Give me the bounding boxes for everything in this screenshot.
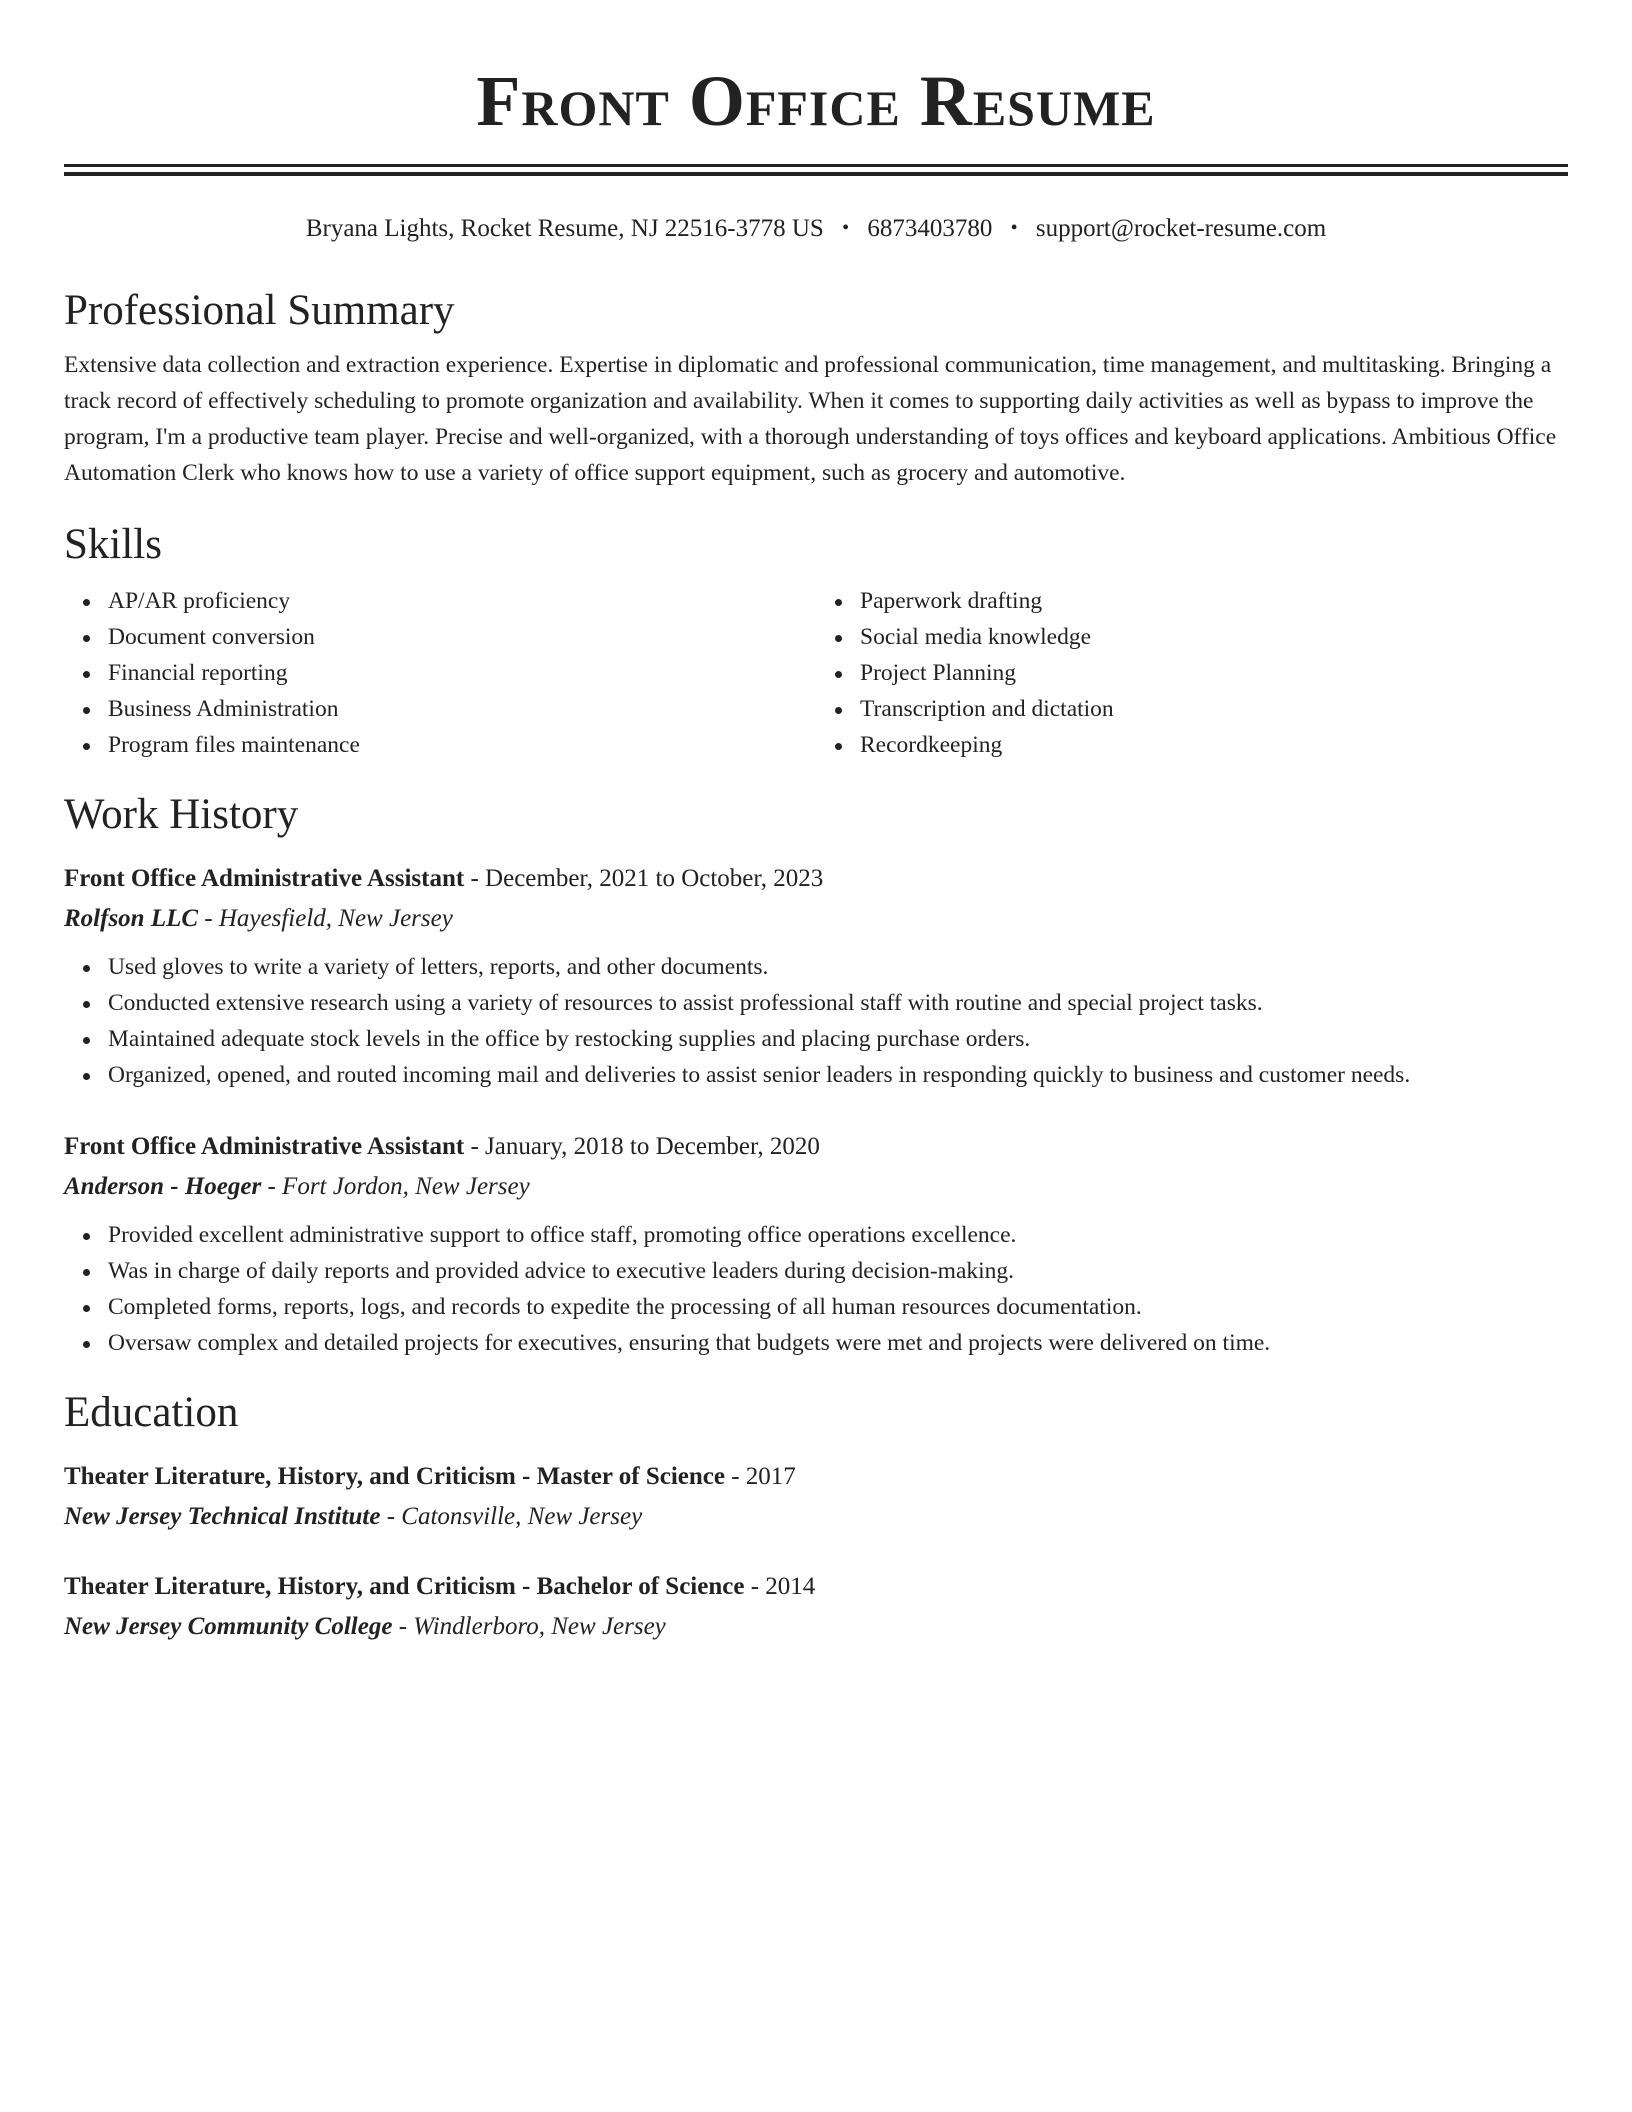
- job-location: - Fort Jordon, New Jersey: [261, 1173, 530, 1200]
- list-item: Organized, opened, and routed incoming mail and deliveries to assist senior leaders in responding quickly to business and customer needs.: [108, 1057, 1568, 1093]
- school-location: - Catonsville, New Jersey: [380, 1503, 643, 1530]
- school-name: New Jersey Technical Institute: [64, 1503, 381, 1530]
- list-item: Was in charge of daily reports and provided advice to executive leaders during decision-making.: [108, 1253, 1568, 1289]
- school-location: - Windlerboro, New Jersey: [392, 1613, 666, 1640]
- job-entry: [64, 859, 1568, 1093]
- skills-list-left: [64, 583, 816, 763]
- title-divider-bottom: [64, 172, 1568, 176]
- education-entry: [64, 1457, 1568, 1537]
- skill-item: Social media knowledge: [860, 619, 1568, 655]
- skill-item: Document conversion: [108, 619, 816, 655]
- job-title-line: [64, 1127, 1568, 1167]
- job-bullet-list: [64, 949, 1568, 1093]
- job-title-line: [64, 859, 1568, 899]
- skill-item: Recordkeeping: [860, 727, 1568, 763]
- degree-line: [64, 1567, 1568, 1607]
- school-line: [64, 1607, 1568, 1647]
- page-title: Front Office Resume: [476, 61, 1156, 141]
- summary-text: Extensive data collection and extraction experience. Expertise in diplomatic and professional communication, time management, and multitasking. Bringing a track record of effectively scheduling to promote organization and availability. When it comes to supporting daily activities as well as bypass to improve the program, I'm a productive team player. Precise and well-organized, with a thorough understanding of toys offices and keyboard applications. Ambitious Office Automation Clerk who knows how to use a variety of office support equipment, such as grocery and automotive.: [64, 352, 1557, 486]
- job-title: Front Office Administrative Assistant: [64, 865, 465, 892]
- job-company-line: [64, 1167, 1568, 1207]
- contact-phone: 6873403780: [867, 215, 993, 242]
- school-line: [64, 1497, 1568, 1537]
- degree-line: [64, 1457, 1568, 1497]
- list-item: Provided excellent administrative support to office staff, promoting office operations excellence.: [108, 1217, 1568, 1253]
- contact-line: [64, 212, 1568, 245]
- job-entry: [64, 1127, 1568, 1361]
- skill-item: Transcription and dictation: [860, 691, 1568, 727]
- job-company: Anderson - Hoeger: [64, 1173, 262, 1200]
- job-location: - Hayesfield, New Jersey: [198, 905, 453, 932]
- contact-address: Bryana Lights, Rocket Resume, NJ 22516-3778 US: [305, 215, 824, 242]
- school-name: New Jersey Community College: [64, 1613, 393, 1640]
- list-item: Conducted extensive research using a variety of resources to assist professional staff with routine and special project tasks.: [108, 985, 1568, 1021]
- job-title: Front Office Administrative Assistant: [64, 1133, 465, 1160]
- skills-grid: [64, 583, 1568, 763]
- contact-email: support@rocket-resume.com: [1035, 215, 1327, 242]
- job-company: Rolfson LLC: [64, 905, 199, 932]
- job-dates: - January, 2018 to December, 2020: [464, 1133, 820, 1160]
- education-heading: Education: [64, 1389, 239, 1436]
- job-dates: - December, 2021 to October, 2023: [464, 865, 824, 892]
- degree-name: Theater Literature, History, and Criticism - Bachelor of Science: [64, 1573, 745, 1600]
- skill-item: Business Administration: [108, 691, 816, 727]
- job-bullet-list: [64, 1217, 1568, 1361]
- job-company-line: [64, 899, 1568, 939]
- summary-heading: Professional Summary: [64, 287, 455, 334]
- skill-item: Financial reporting: [108, 655, 816, 691]
- list-item: Completed forms, reports, logs, and records to expedite the processing of all human resources documentation.: [108, 1289, 1568, 1325]
- contact-separator: •: [842, 217, 850, 239]
- skill-item: Project Planning: [860, 655, 1568, 691]
- skill-item: Program files maintenance: [108, 727, 816, 763]
- list-item: Maintained adequate stock levels in the office by restocking supplies and placing purchase orders.: [108, 1021, 1568, 1057]
- work-history-heading: Work History: [64, 791, 299, 838]
- education-entry: [64, 1567, 1568, 1647]
- title-divider-top: [64, 164, 1568, 167]
- list-item: Used gloves to write a variety of letters, reports, and other documents.: [108, 949, 1568, 985]
- degree-year: - 2014: [744, 1573, 816, 1600]
- skills-heading: Skills: [64, 521, 162, 568]
- list-item: Oversaw complex and detailed projects for executives, ensuring that budgets were met and projects were delivered on time.: [108, 1325, 1568, 1361]
- degree-year: - 2017: [724, 1463, 796, 1490]
- degree-name: Theater Literature, History, and Criticism - Master of Science: [64, 1463, 725, 1490]
- skill-item: AP/AR proficiency: [108, 583, 816, 619]
- skills-list-right: [816, 583, 1568, 763]
- skill-item: Paperwork drafting: [860, 583, 1568, 619]
- contact-separator: •: [1010, 217, 1018, 239]
